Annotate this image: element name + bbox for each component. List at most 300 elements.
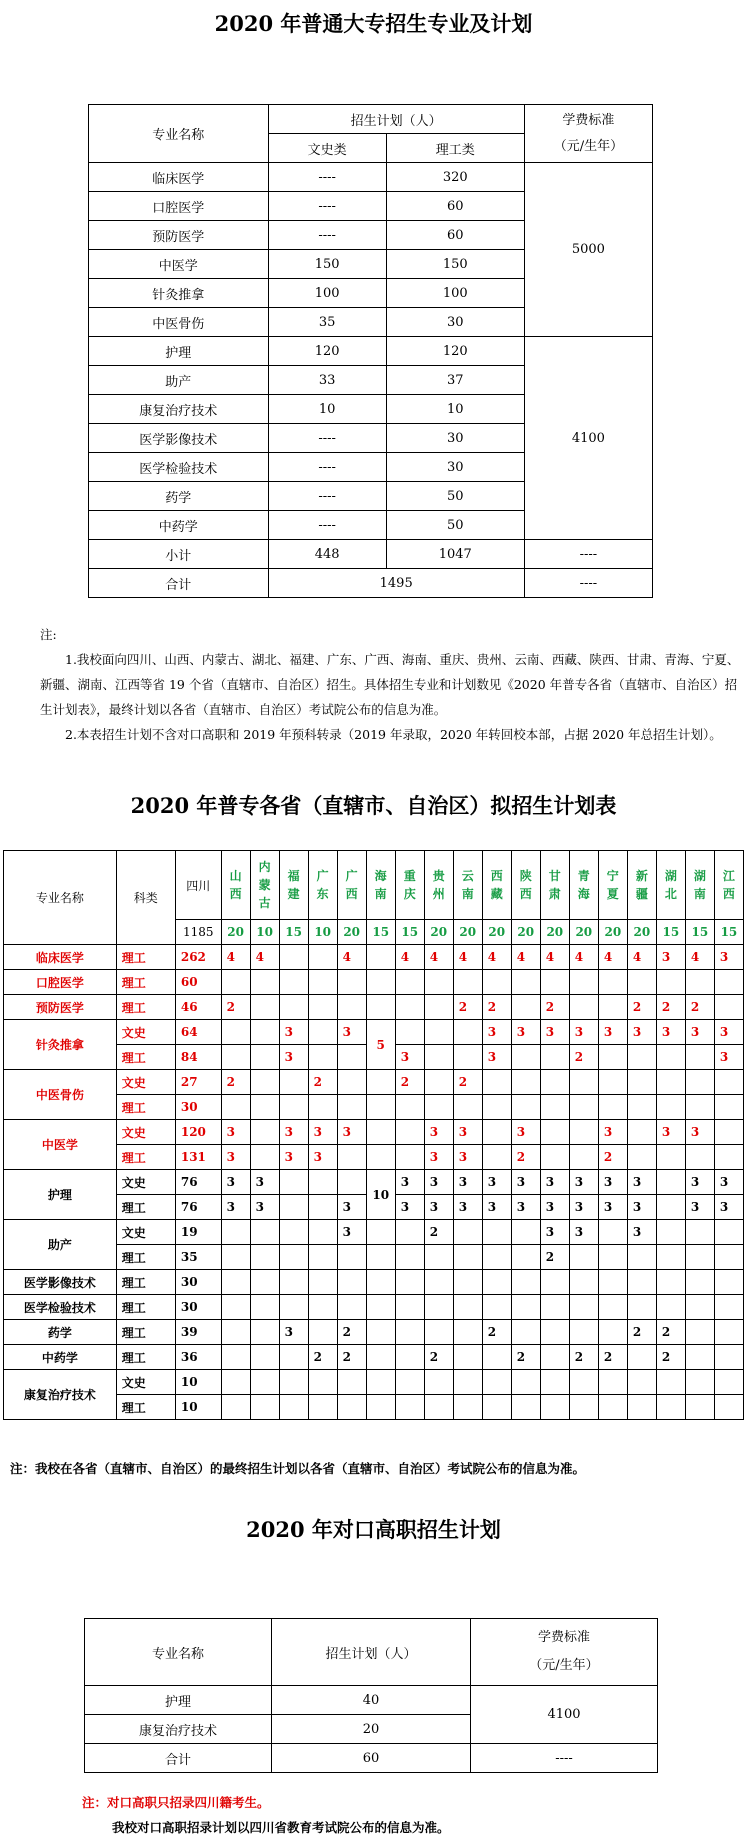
- province-count: [627, 1345, 656, 1370]
- province-count: [598, 1370, 627, 1395]
- province-count: [482, 1145, 511, 1170]
- province-count: 3: [453, 1195, 482, 1220]
- major-name: 中药学: [4, 1345, 117, 1370]
- vocational-plan-table: [84, 1618, 658, 1773]
- province-count: [511, 970, 540, 995]
- province-header: 海南: [366, 851, 395, 920]
- province-count: [540, 1070, 569, 1095]
- province-quota: 20: [511, 920, 540, 945]
- province-count: [540, 1095, 569, 1120]
- plan-wenshi: 10: [268, 395, 386, 424]
- sichuan-count: 120: [175, 1120, 221, 1145]
- title-vocational-plan: 2020 年对口高职招生计划: [246, 1517, 501, 1542]
- province-count: [569, 970, 598, 995]
- province-count: [366, 1370, 395, 1395]
- subtotal-wenshi: 448: [268, 540, 386, 569]
- ke-type: 文史: [116, 1070, 175, 1095]
- province-count: [337, 1245, 366, 1270]
- province-count: [656, 1270, 685, 1295]
- province-count: [279, 1395, 308, 1420]
- province-count: [569, 1370, 598, 1395]
- province-count: [279, 1195, 308, 1220]
- province-count: [685, 1070, 714, 1095]
- province-count: 3: [279, 1120, 308, 1145]
- province-count: [308, 970, 337, 995]
- province-count: [656, 1195, 685, 1220]
- province-count: [627, 1120, 656, 1145]
- province-count: [279, 1270, 308, 1295]
- province-count: 4: [424, 945, 453, 970]
- province-header: 江西: [714, 851, 743, 920]
- province-header: 新疆: [627, 851, 656, 920]
- province-count: [627, 1395, 656, 1420]
- province-count: [569, 1145, 598, 1170]
- province-count: [221, 1020, 250, 1045]
- province-count: [366, 1095, 395, 1120]
- province-count: 3: [482, 1045, 511, 1070]
- fee-group-a: 5000: [524, 163, 652, 337]
- province-count: [424, 1020, 453, 1045]
- province-count: [279, 1070, 308, 1095]
- province-count: 3: [685, 1020, 714, 1045]
- province-count: [221, 1270, 250, 1295]
- province-count: [685, 1220, 714, 1245]
- province-count: [685, 1045, 714, 1070]
- plan-ligong: 150: [386, 250, 524, 279]
- province-count: 3: [279, 1020, 308, 1045]
- province-count: 3: [279, 1145, 308, 1170]
- province-count: [685, 1345, 714, 1370]
- province-count: [250, 1095, 279, 1120]
- province-count: [366, 1395, 395, 1420]
- province-count: [511, 1070, 540, 1095]
- province-count: [685, 1245, 714, 1270]
- province-count: [656, 1145, 685, 1170]
- plan-wenshi: ----: [268, 511, 386, 540]
- province-quota: 20: [424, 920, 453, 945]
- province-count: [424, 1370, 453, 1395]
- province-count: [250, 1345, 279, 1370]
- province-count: [598, 1245, 627, 1270]
- province-plan-row: [4, 1320, 744, 1345]
- province-count: [453, 1320, 482, 1345]
- major-name: 医学影像技术: [89, 424, 269, 453]
- province-count: 2: [656, 1345, 685, 1370]
- province-count: 2: [482, 995, 511, 1020]
- province-count: 3: [279, 1045, 308, 1070]
- province-count: [685, 1295, 714, 1320]
- header-fee: 学费标准 （元/生年）: [524, 105, 652, 163]
- plan-ligong: 60: [386, 192, 524, 221]
- province-header: 湖南: [685, 851, 714, 920]
- province-count: [569, 1070, 598, 1095]
- province-plan-row: [4, 1370, 744, 1395]
- regular-plan-table: [88, 104, 653, 598]
- province-count: [279, 970, 308, 995]
- province-count: [511, 1270, 540, 1295]
- major-name: 护理: [89, 337, 269, 366]
- major-name: 临床医学: [4, 945, 117, 970]
- sichuan-count: 35: [175, 1245, 221, 1270]
- province-quota: 20: [540, 920, 569, 945]
- province-count: [453, 1020, 482, 1045]
- province-count: 4: [395, 945, 424, 970]
- plan-ligong: 30: [386, 308, 524, 337]
- province-count: [540, 1395, 569, 1420]
- province-count: [221, 1045, 250, 1070]
- province-count: [482, 1220, 511, 1245]
- province-count: [250, 1020, 279, 1045]
- ke-type: 理工: [116, 995, 175, 1020]
- province-count: 2: [540, 995, 569, 1020]
- ke-type: 文史: [116, 1170, 175, 1195]
- province-count: 4: [453, 945, 482, 970]
- province-count: 3: [511, 1195, 540, 1220]
- province-count: [598, 1295, 627, 1320]
- province-count: 3: [598, 1020, 627, 1045]
- province-count: [221, 1245, 250, 1270]
- province-count: 3: [250, 1170, 279, 1195]
- province-count: 3: [337, 1120, 366, 1145]
- province-header: 山西: [221, 851, 250, 920]
- province-count: [279, 1370, 308, 1395]
- sichuan-count: 76: [175, 1195, 221, 1220]
- province-count: [250, 1070, 279, 1095]
- province-count: [627, 1270, 656, 1295]
- province-count: [250, 1370, 279, 1395]
- province-count: 4: [598, 945, 627, 970]
- province-count: [337, 970, 366, 995]
- major-name: 医学检验技术: [89, 453, 269, 482]
- province-count: 3: [308, 1145, 337, 1170]
- plan-wenshi: ----: [268, 453, 386, 482]
- ke-type: 理工: [116, 1195, 175, 1220]
- province-count: [395, 1320, 424, 1345]
- province-count: [482, 1295, 511, 1320]
- major-name: 中药学: [89, 511, 269, 540]
- province-count: [395, 1395, 424, 1420]
- major-name: 康复治疗技术: [4, 1370, 117, 1420]
- province-count: [656, 1395, 685, 1420]
- province-count: 3: [714, 1045, 743, 1070]
- province-count: [221, 1395, 250, 1420]
- major-name: 助产: [89, 366, 269, 395]
- province-count: [569, 1295, 598, 1320]
- subtotal-ligong: 1047: [386, 540, 524, 569]
- province-count: [598, 1045, 627, 1070]
- major-name: 康复治疗技术: [89, 395, 269, 424]
- province-count: [221, 1345, 250, 1370]
- subtotal-fee: ----: [524, 540, 652, 569]
- province-count: [511, 1220, 540, 1245]
- province-count: [685, 970, 714, 995]
- province-count: 3: [685, 1195, 714, 1220]
- province-count: 3: [598, 1195, 627, 1220]
- province-count: [511, 1045, 540, 1070]
- province-count: [337, 1145, 366, 1170]
- province-count: [482, 970, 511, 995]
- province-count: 3: [656, 945, 685, 970]
- hainan-huli: 10: [366, 1170, 395, 1220]
- province-count: [714, 1145, 743, 1170]
- province-count: [714, 1095, 743, 1120]
- ke-type: 理工: [116, 1145, 175, 1170]
- province-count: [656, 1045, 685, 1070]
- sichuan-count: 84: [175, 1045, 221, 1070]
- province-count: [221, 1370, 250, 1395]
- province-count: [540, 1045, 569, 1070]
- province-count: [714, 1370, 743, 1395]
- province-quota: 15: [279, 920, 308, 945]
- province-count: 3: [714, 1020, 743, 1045]
- province-count: [279, 945, 308, 970]
- province-quota: 15: [685, 920, 714, 945]
- province-count: [656, 1245, 685, 1270]
- province-count: [424, 1270, 453, 1295]
- province-count: 4: [482, 945, 511, 970]
- province-plan-row: [4, 1270, 744, 1295]
- province-count: [540, 1145, 569, 1170]
- plan-ligong: 60: [386, 221, 524, 250]
- province-count: [685, 1320, 714, 1345]
- plan-wenshi: ----: [268, 163, 386, 192]
- sichuan-count: 30: [175, 1295, 221, 1320]
- province-count: 2: [511, 1145, 540, 1170]
- province-count: [395, 1120, 424, 1145]
- major-name: 中医学: [89, 250, 269, 279]
- major-name: 护理: [4, 1170, 117, 1220]
- province-plan-row: [4, 1120, 744, 1145]
- province-plan-row: [4, 1170, 744, 1195]
- plan-wenshi: ----: [268, 482, 386, 511]
- province-count: [366, 1245, 395, 1270]
- province-count: 2: [511, 1345, 540, 1370]
- sichuan-count: 46: [175, 995, 221, 1020]
- major-name: 药学: [4, 1320, 117, 1345]
- note-1: 1.我校面向四川、山西、内蒙古、湖北、福建、广东、广西、海南、重庆、贵州、云南、西藏、陕西、甘肃、青海、宁夏、新疆、湖南、江西等省 19 个省（直辖市、自治区）招生。具体招生专业和计划数见《2020 年普专各省（直辖市、自治区）招生计划表》，最终计划以各省（直辖市、自治区）考试院公布的信息为准。: [40, 652, 740, 717]
- province-header: 西藏: [482, 851, 511, 920]
- province-count: 3: [569, 1195, 598, 1220]
- major-name: 中医骨伤: [89, 308, 269, 337]
- province-count: [337, 1370, 366, 1395]
- province-count: 3: [627, 1020, 656, 1045]
- province-count: 3: [424, 1170, 453, 1195]
- province-count: [279, 1295, 308, 1320]
- title-regular-plan: 2020 年普通大专招生专业及计划: [214, 11, 533, 36]
- province-count: [482, 1370, 511, 1395]
- plan-ligong: 320: [386, 163, 524, 192]
- ke-type: 文史: [116, 1220, 175, 1245]
- province-count: [598, 970, 627, 995]
- province-count: [714, 1220, 743, 1245]
- plan-wenshi: 100: [268, 279, 386, 308]
- sichuan-count: 30: [175, 1095, 221, 1120]
- province-count: [598, 1070, 627, 1095]
- province-count: [656, 1170, 685, 1195]
- province-count: 2: [685, 995, 714, 1020]
- major-name: 口腔医学: [4, 970, 117, 995]
- note-2: 2.本表招生计划不含对口高职和 2019 年预科转录（2019 年录取，2020 年转回校本部，占据 2020 年总招生计划）。: [65, 727, 722, 742]
- province-count: [308, 1045, 337, 1070]
- sichuan-count: 64: [175, 1020, 221, 1045]
- fee-value: 4100: [471, 1686, 658, 1744]
- province-count: 3: [714, 1195, 743, 1220]
- province-count: [714, 1270, 743, 1295]
- note-a: 注：对口高职只招录四川籍考生。: [82, 1795, 270, 1810]
- province-count: [598, 1220, 627, 1245]
- province-count: 3: [511, 1020, 540, 1045]
- province-count: [308, 1220, 337, 1245]
- province-count: [308, 1095, 337, 1120]
- province-count: [221, 1295, 250, 1320]
- province-count: 4: [221, 945, 250, 970]
- province-count: [598, 1395, 627, 1420]
- province-count: [569, 1120, 598, 1145]
- province-quota: 10: [250, 920, 279, 945]
- province-count: [279, 1095, 308, 1120]
- province-count: 2: [308, 1070, 337, 1095]
- province-count: 2: [308, 1345, 337, 1370]
- province-count: [395, 1270, 424, 1295]
- province-count: [250, 995, 279, 1020]
- province-count: [569, 1395, 598, 1420]
- province-count: [279, 1170, 308, 1195]
- ke-type: 理工: [116, 1395, 175, 1420]
- header-fee: 学费标准 （元/生年）: [471, 1619, 658, 1686]
- plan-ligong: 100: [386, 279, 524, 308]
- province-count: [656, 1220, 685, 1245]
- province-count: [453, 1345, 482, 1370]
- province-count: [569, 1270, 598, 1295]
- plan-wenshi: 150: [268, 250, 386, 279]
- province-count: 3: [685, 1170, 714, 1195]
- province-count: [482, 1395, 511, 1420]
- major-name: 预防医学: [4, 995, 117, 1020]
- province-quota: 15: [395, 920, 424, 945]
- title-province-plan: 2020 年普专各省（直辖市、自治区）拟招生计划表: [130, 793, 617, 818]
- province-count: [569, 1095, 598, 1120]
- province-count: [511, 1370, 540, 1395]
- province-count: [714, 1345, 743, 1370]
- province-count: [279, 1220, 308, 1245]
- province-count: [482, 1070, 511, 1095]
- province-count: [250, 1320, 279, 1345]
- province-count: 3: [540, 1170, 569, 1195]
- province-count: [453, 1045, 482, 1070]
- province-count: [540, 1120, 569, 1145]
- sichuan-count: 131: [175, 1145, 221, 1170]
- province-count: 3: [540, 1220, 569, 1245]
- province-count: [540, 1295, 569, 1320]
- province-count: [511, 1095, 540, 1120]
- ke-type: 理工: [116, 1320, 175, 1345]
- province-count: 4: [337, 945, 366, 970]
- province-count: [221, 1095, 250, 1120]
- province-count: 2: [395, 1070, 424, 1095]
- plan-wenshi: ----: [268, 424, 386, 453]
- province-count: 2: [598, 1345, 627, 1370]
- province-count: [366, 995, 395, 1020]
- province-count: [656, 1095, 685, 1120]
- province-count: 3: [337, 1195, 366, 1220]
- header-major: 专业名称: [89, 105, 269, 163]
- province-count: [714, 1320, 743, 1345]
- province-count: 3: [395, 1045, 424, 1070]
- province-count: [308, 945, 337, 970]
- province-count: 3: [627, 1195, 656, 1220]
- province-count: 3: [308, 1120, 337, 1145]
- ke-type: 理工: [116, 1295, 175, 1320]
- province-count: 2: [424, 1220, 453, 1245]
- province-header: 广西: [337, 851, 366, 920]
- province-count: 3: [424, 1195, 453, 1220]
- province-count: 2: [569, 1345, 598, 1370]
- province-header: 云南: [453, 851, 482, 920]
- province-count: [482, 1095, 511, 1120]
- province-count: [424, 1320, 453, 1345]
- province-count: 3: [656, 1120, 685, 1145]
- major-name: 助产: [4, 1220, 117, 1270]
- province-header: 重庆: [395, 851, 424, 920]
- province-plan-note: 注：我校在各省（直辖市、自治区）的最终招生计划以各省（直辖市、自治区）考试院公布的信息为准。: [10, 1461, 586, 1476]
- ke-type: 理工: [116, 1270, 175, 1295]
- province-count: [569, 995, 598, 1020]
- province-count: [598, 995, 627, 1020]
- province-count: [627, 1295, 656, 1320]
- note-head: 注:: [40, 627, 57, 642]
- province-count: [569, 1245, 598, 1270]
- province-count: [308, 1245, 337, 1270]
- province-header: 湖北: [656, 851, 685, 920]
- ke-type: 文史: [116, 1370, 175, 1395]
- province-header: 贵州: [424, 851, 453, 920]
- province-count: [395, 1245, 424, 1270]
- province-count: 3: [627, 1170, 656, 1195]
- province-count: 3: [453, 1145, 482, 1170]
- major-name: 医学检验技术: [4, 1295, 117, 1320]
- province-count: [250, 1295, 279, 1320]
- sichuan-count: 36: [175, 1345, 221, 1370]
- province-count: [714, 1245, 743, 1270]
- plan-ligong: 37: [386, 366, 524, 395]
- ke-type: 理工: [116, 970, 175, 995]
- header-major: 专业名称: [85, 1619, 272, 1686]
- ke-type: 理工: [116, 1245, 175, 1270]
- plan-ligong: 50: [386, 511, 524, 540]
- province-quota: 20: [337, 920, 366, 945]
- province-quota: 10: [308, 920, 337, 945]
- major-rehab: 康复治疗技术: [85, 1715, 272, 1744]
- province-count: [685, 1095, 714, 1120]
- province-count: [656, 970, 685, 995]
- province-count: [656, 1295, 685, 1320]
- header-plan: 招生计划（人）: [272, 1619, 471, 1686]
- province-count: 2: [424, 1345, 453, 1370]
- province-header: 广东: [308, 851, 337, 920]
- province-count: [424, 1395, 453, 1420]
- plan-wenshi: 33: [268, 366, 386, 395]
- province-count: [482, 1270, 511, 1295]
- ke-type: 理工: [116, 945, 175, 970]
- province-count: [366, 945, 395, 970]
- plan-wenshi: 120: [268, 337, 386, 366]
- province-count: 2: [221, 995, 250, 1020]
- province-count: [366, 1320, 395, 1345]
- province-count: [366, 1220, 395, 1245]
- major-name: 中医学: [4, 1120, 117, 1170]
- province-count: [685, 1395, 714, 1420]
- province-count: [453, 1370, 482, 1395]
